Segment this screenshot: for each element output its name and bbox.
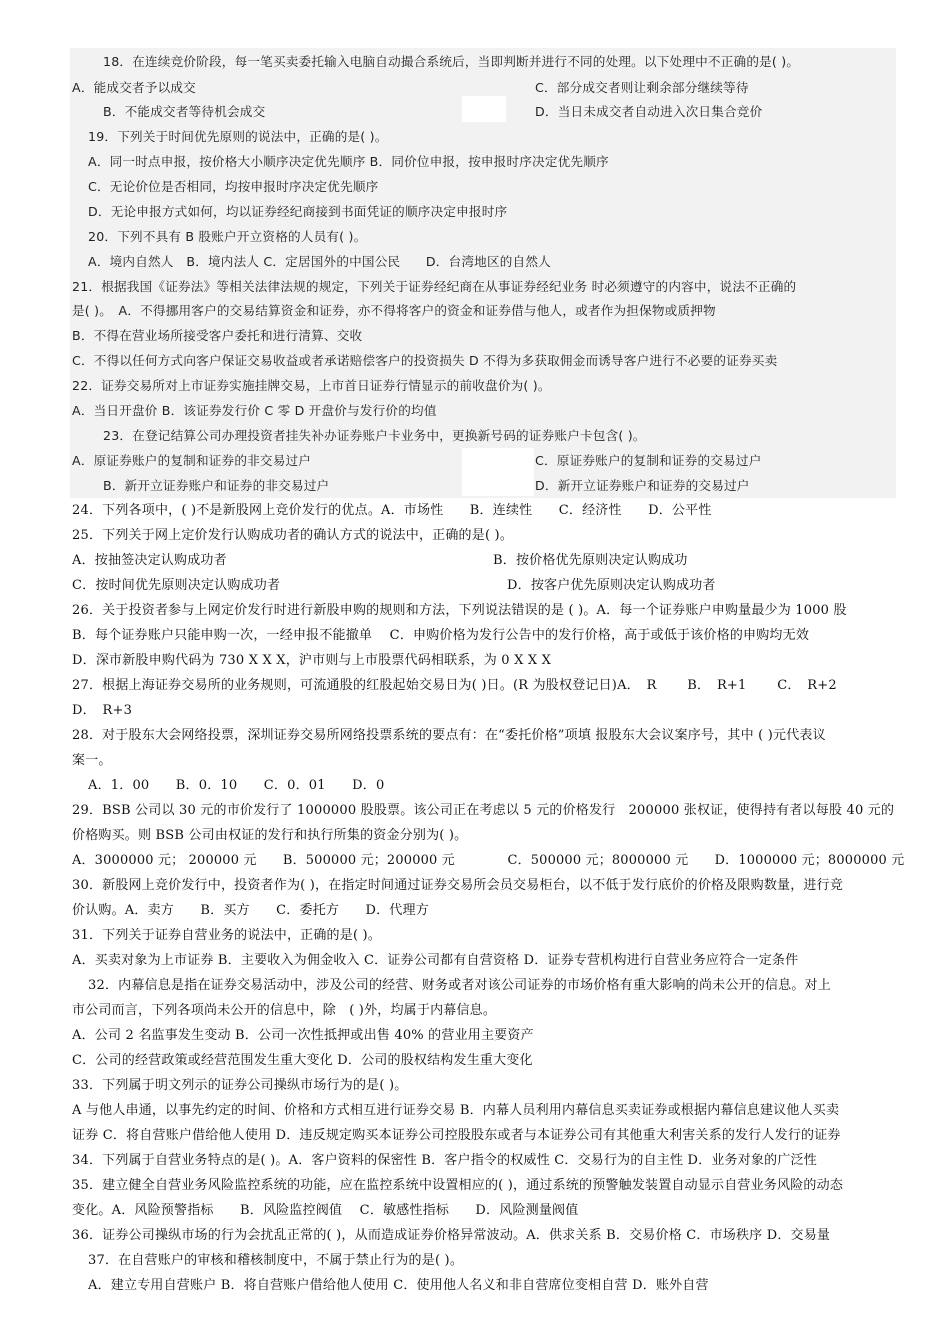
question-line: 37．在自营账户的审核和稽核制度中，不属于禁止行为的是( )。 (88, 1253, 464, 1268)
question-line: 28．对于股东大会网络投票，深圳证券交易所网络投票系统的要点有：在“委托价格”项填 报股东大会议案序号，其中 ( )元代表议 (72, 728, 826, 743)
question-line: A．买卖对象为上市证券 B．主要收入为佣金收入 C．证券公司都有自营资格 D．证券专营机构进行自营业务应符合一定条件 (72, 953, 799, 968)
question-line: 36．证券公司操纵市场的行为会扰乱正常的( )，从而造成证券价格异常波动。A．供求关系 B．交易价格 C．市场秩序 D．交易量 (72, 1228, 831, 1243)
question-line: 23．在登记结算公司办理投资者挂失补办证券账户卡业务中，更换新号码的证券账户卡包含( )。 (103, 428, 646, 443)
question-line: B．不能成交者等待机会成交 (103, 104, 266, 119)
question-line: 31．下列关于证券自营业务的说法中，正确的是( )。 (72, 928, 382, 943)
question-line: 变化。A．风险预警指标 B．风险监控阀值 C．敏感性指标 D．风险测量阀值 (72, 1203, 579, 1218)
question-line: 是( )。 A．不得挪用客户的交易结算资金和证券，亦不得将客户的资金和证券借与他人，或者作为担保物或质押物 (72, 303, 716, 318)
question-line: C．不得以任何方式向客户保证交易收益或者承诺赔偿客户的投资损失 D 不得为多获取佣金而诱导客户进行不必要的证券买卖 (72, 353, 778, 368)
question-line: D．按客户优先原则决定认购成功者 (507, 578, 716, 593)
question-line: C．原证券账户的复制和证券的交易过户 (535, 453, 762, 468)
question-line: 32．内幕信息是指在证券交易活动中，涉及公司的经营、财务或者对该公司证券的市场价格有重大影响的尚未公开的信息。对上 (88, 978, 831, 993)
question-line: 30．新股网上竞价发行中，投资者作为( )，在指定时间通过证券交易所会员交易柜台，以不低于发行底价的价格及限购数量，进行竞 (72, 878, 844, 893)
highlight-gap (462, 448, 534, 496)
question-line: A．按抽签决定认购成功者 (72, 553, 227, 568)
question-line: D．当日未成交者自动进入次日集合竞价 (535, 104, 763, 119)
question-line: D．无论申报方式如何，均以证券经纪商接到书面凭证的顺序决定申报时序 (88, 204, 508, 219)
question-line: B．按价格优先原则决定认购成功 (493, 553, 688, 568)
question-line: 26．关于投资者参与上网定价发行时进行新股申购的规则和方法，下列说法错误的是 ( )。A．每一个证券账户申购量最少为 1000 股 (72, 603, 847, 618)
question-line: 22．证券交易所对上市证券实施挂牌交易，上市首日证券行情显示的前收盘价为( )。 (72, 378, 551, 393)
question-line: 29．BSB 公司以 30 元的市价发行了 1000000 股股票。该公司正在考虑以 5 元的价格发行 200000 张权证，使得持有者以每股 40 元的 (72, 803, 895, 818)
question-line: A．公司 2 名监事发生变动 B．公司一次性抵押或出售 40% 的营业用主要资产 (72, 1028, 534, 1043)
question-line: 19．下列关于时间优先原则的说法中，正确的是( )。 (88, 129, 388, 144)
question-line: 27．根据上海证券交易所的业务规则，可流通股的红股起始交易日为( )日。(R 为股权登记日)A． R B． R+1 C． R+2 (72, 678, 837, 693)
question-line: 价认购。A．卖方 B．买方 C．委托方 D．代理方 (72, 903, 429, 918)
highlight-gap (462, 96, 506, 122)
question-line: 市公司而言，下列各项尚未公开的信息中，除 ( )外，均属于内幕信息。 (72, 1003, 497, 1018)
question-line: D．新开立证券账户和证券的交易过户 (535, 478, 750, 493)
question-line: B．新开立证券账户和证券的非交易过户 (103, 478, 330, 493)
question-line: 35．建立健全自营业务风险监控系统的功能，应在监控系统中设置相应的( )，通过系统的预警触发装置自动显示自营业务风险的动态 (72, 1178, 844, 1193)
question-line: 24．下列各项中，( )不是新股网上竞价发行的优点。A．市场性 B．连续性 C．经济性 D．公平性 (72, 503, 712, 518)
question-line: 34．下列属于自营业务特点的是( )。A．客户资料的保密性 B．客户指令的权威性 C．交易行为的自主性 D．业务对象的广泛性 (72, 1153, 817, 1168)
question-line: A．能成交者予以成交 (72, 80, 196, 95)
question-line: 价格购买。则 BSB 公司由权证的发行和执行所集的资金分别为( )。 (72, 828, 468, 843)
question-line: C．部分成交者则让剩余部分继续等待 (535, 80, 749, 95)
question-line: A．同一时点申报，按价格大小顺序决定优先顺序 B．同价位申报，按申报时序决定优先顺序 (88, 154, 609, 169)
question-line: 20．下列不具有 B 股账户开立资格的人员有( )。 (88, 229, 367, 244)
question-line: C．公司的经营政策或经营范围发生重大变化 D．公司的股权结构发生重大变化 (72, 1053, 533, 1068)
question-line: A．3000000 元； 200000 元 B．500000 元；200000 元 C．500000 元；8000000 元 D．1000000 元；8000000 元 (72, 853, 905, 868)
question-line: C．按时间优先原则决定认购成功者 (72, 578, 281, 593)
question-line: D． R+3 (72, 703, 133, 718)
question-line: A．1．00 B．0．10 C．0．01 D．0 (88, 778, 385, 793)
question-line: 25．下列关于网上定价发行认购成功者的确认方式的说法中，正确的是( )。 (72, 528, 514, 543)
question-line: 证券 C．将自营账户借给他人使用 D．违反规定购买本证券公司控股股东或者与本证券公司有其他重大利害关系的发行人发行的证券 (72, 1128, 841, 1143)
question-line: C．无论价位是否相同，均按申报时序决定优先顺序 (88, 179, 379, 194)
question-line: A．境内自然人 B．境内法人 C．定居国外的中国公民 D．台湾地区的自然人 (88, 254, 551, 269)
question-line: A．建立专用自营账户 B．将自营账户借给他人使用 C．使用他人名义和非自营席位变相自营 D．账外自营 (88, 1278, 709, 1293)
question-line: 33．下列属于明文列示的证券公司操纵市场行为的是( )。 (72, 1078, 408, 1093)
question-line: A．当日开盘价 B．该证券发行价 C 零 D 开盘价与发行价的均值 (72, 403, 437, 418)
question-line: A．原证券账户的复制和证券的非交易过户 (72, 453, 312, 468)
question-line: D．深市新股申购代码为 730 X X X，沪市则与上市股票代码相联系，为 0 X X X (72, 653, 552, 668)
question-line: A 与他人串通，以事先约定的时间、价格和方式相互进行证券交易 B．内幕人员利用内幕信息买卖证券或根据内幕信息建议他人买卖 (72, 1103, 840, 1118)
question-line: B．不得在营业场所接受客户委托和进行清算、交收 (72, 328, 363, 343)
question-line: 18．在连续竞价阶段，每一笔买卖委托输入电脑自动撮合系统后，当即判断并进行不同的处理。以下处理中不正确的是( )。 (103, 54, 800, 69)
question-line: 案一。 (72, 753, 112, 768)
question-line: 21．根据我国《证券法》等相关法律法规的规定，下列关于证券经纪商在从事证券经纪业务 时必须遵守的内容中，说法不正确的 (72, 279, 797, 294)
question-line: B．每个证券账户只能申购一次，一经申报不能撤单 C．申购价格为发行公告中的发行价格，高于或低于该价格的申购均无效 (72, 628, 810, 643)
